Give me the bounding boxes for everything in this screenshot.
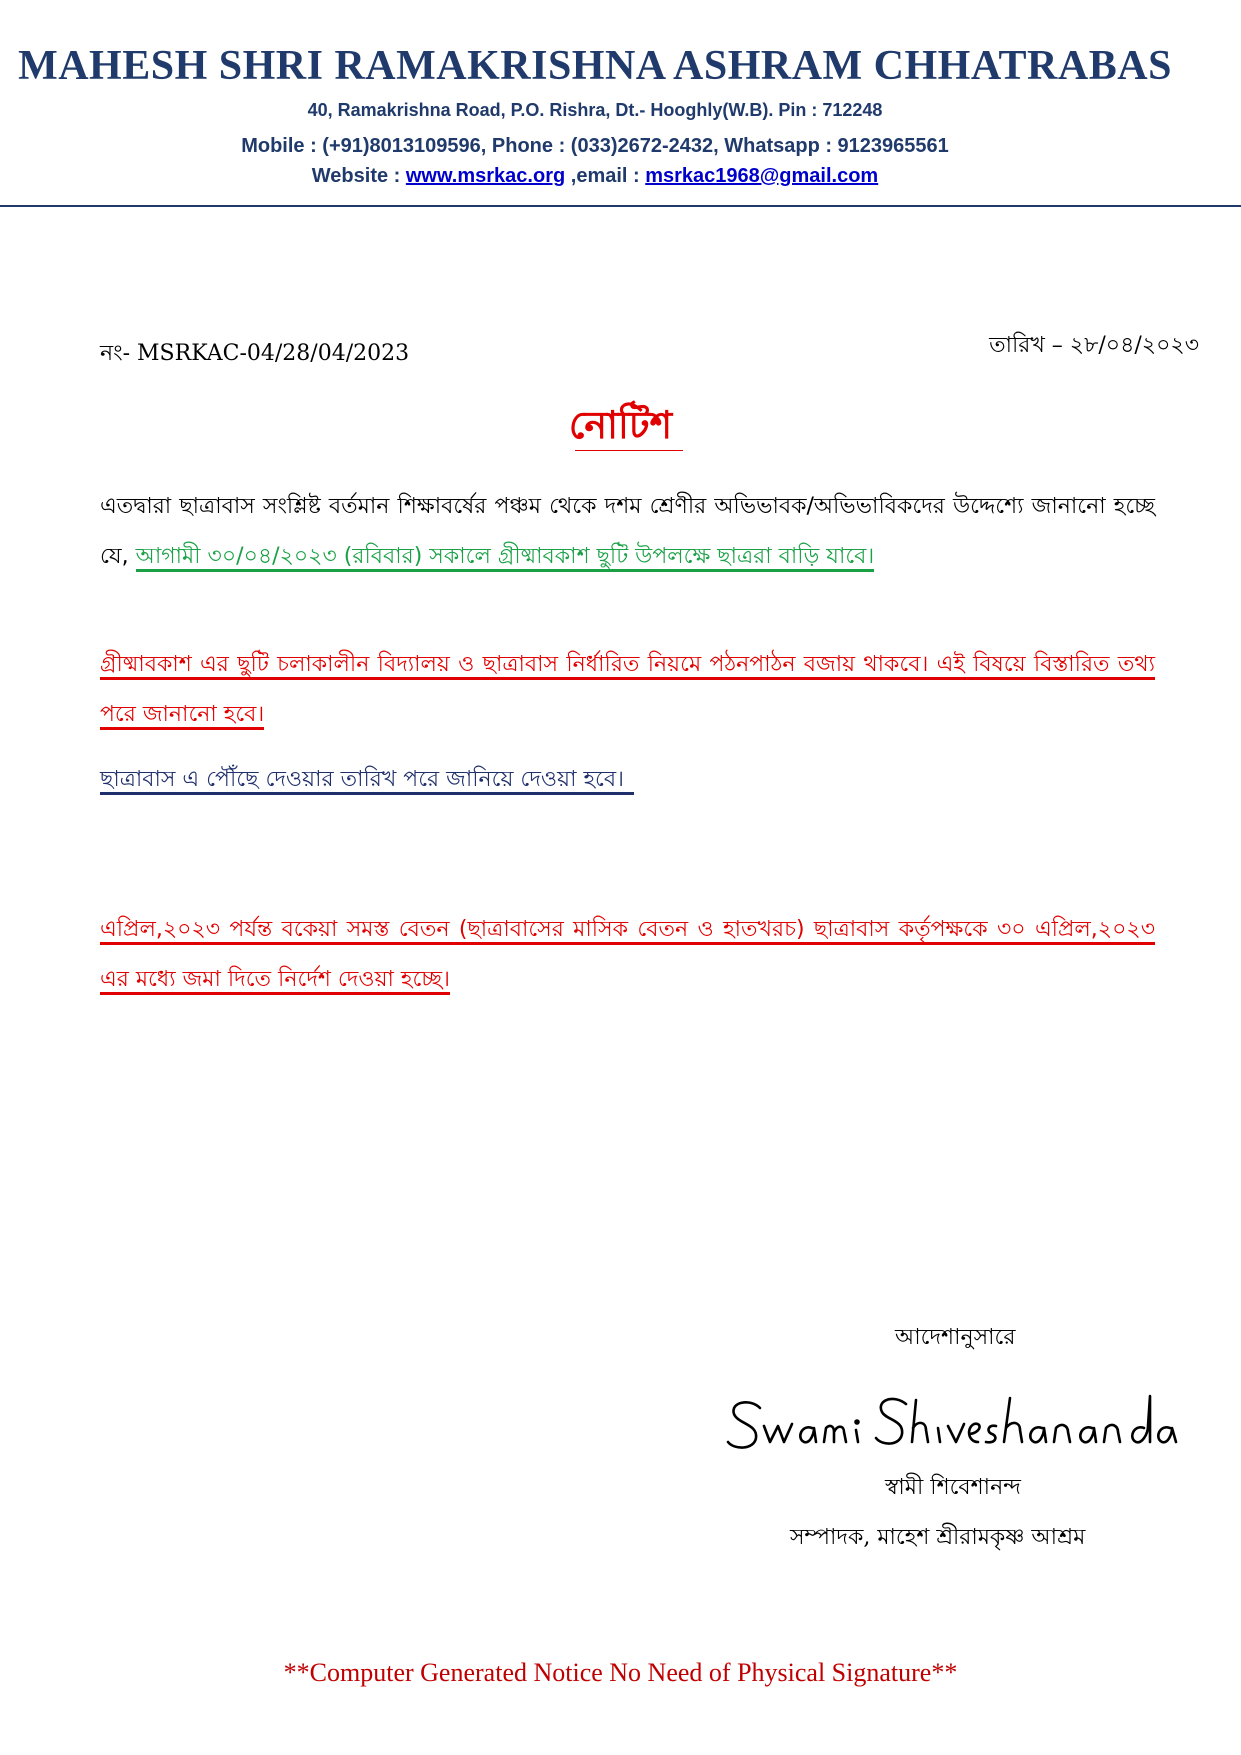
- paragraph-return-date: [100, 755, 1155, 805]
- email-label: ,email :: [565, 165, 646, 187]
- paragraph-fees-text: এপ্রিল,২০২৩ পর্যন্ত বকেয়া সমস্ত বেতন (ছাত্রাবাসের মাসিক বেতন ও হাতখরচ) ছাত্রাবাস কর্তৃপক্ষকে ৩০ এপ্রিল,২০২৩ এর মধ্যে জমা দিতে নির্দেশ দেওয়া হচ্ছে।: [100, 917, 1155, 995]
- signatory-name: স্বামী শিবেশানন্দ: [885, 1475, 1021, 1500]
- org-contact: Mobile : (+91)8013109596, Phone : (033)2672-2432, Whatsapp : 9123965561: [241, 135, 949, 157]
- paragraph-return-date-text: ছাত্রাবাস এ পৌঁছে দেওয়ার তারিখ পরে জানিয়ে দেওয়া হবে।: [100, 767, 634, 795]
- org-name: MAHESH SHRI RAMAKRISHNA ASHRAM CHHATRABAS: [18, 43, 1172, 89]
- paragraph-study-rules-text: গ্রীষ্মাবকাশ এর ছুটি চলাকালীন বিদ্যালয় ও ছাত্রাবাস নির্ধারিত নিয়মে পঠনপাঠন বজায় থাকবে। এই বিষয়ে বিস্তারিত তথ্য পরে জানানো হবে।: [100, 652, 1155, 730]
- letterhead: [0, 0, 1241, 210]
- footer-note: **Computer Generated Notice No Need of Physical Signature**: [283, 1658, 958, 1687]
- by-order-label: আদেশানুসারে: [895, 1325, 1016, 1350]
- paragraph-highlight: আগামী ৩০/০৪/২০২৩ (রবিবার) সকালে গ্রীষ্মাবকাশ ছুটি উপলক্ষে ছাত্ররা বাড়ি যাবে।: [136, 544, 875, 572]
- header-divider: [0, 205, 1241, 207]
- paragraph-intro: এতদ্বারা ছাত্রাবাস সংশ্লিষ্ট বর্তমান শিক্ষাবর্ষের পঞ্চম থেকে দশম শ্রেণীর অভিভাবক/অভিভাবিকদের উদ্দেশ্যে জানানো হচ্ছে যে,: [100, 494, 1155, 569]
- paragraph-study-rules: [100, 640, 1155, 740]
- title-underline: [575, 450, 683, 451]
- paragraph-fees: [100, 905, 1155, 1005]
- notice-title: নোটিশ: [568, 403, 673, 447]
- handwritten-signature: [720, 1380, 1200, 1470]
- org-web-email: [0, 165, 1190, 188]
- reference-number: নং- MSRKAC-04/28/04/2023: [100, 341, 410, 366]
- paragraph-vacation-announcement: [100, 482, 1155, 582]
- notice-date: তারিখ – ২৮/০৪/২০২৩: [989, 333, 1199, 358]
- website-label: Website :: [311, 165, 406, 187]
- email-link[interactable]: msrkac1968@gmail.com: [645, 165, 879, 187]
- signatory-designation: সম্পাদক, মাহেশ শ্রীরামকৃষ্ণ আশ্রম: [790, 1525, 1086, 1550]
- website-link[interactable]: www.msrkac.org: [405, 165, 566, 187]
- org-address: 40, Ramakrishna Road, P.O. Rishra, Dt.- Hooghly(W.B). Pin : 712248: [307, 100, 883, 120]
